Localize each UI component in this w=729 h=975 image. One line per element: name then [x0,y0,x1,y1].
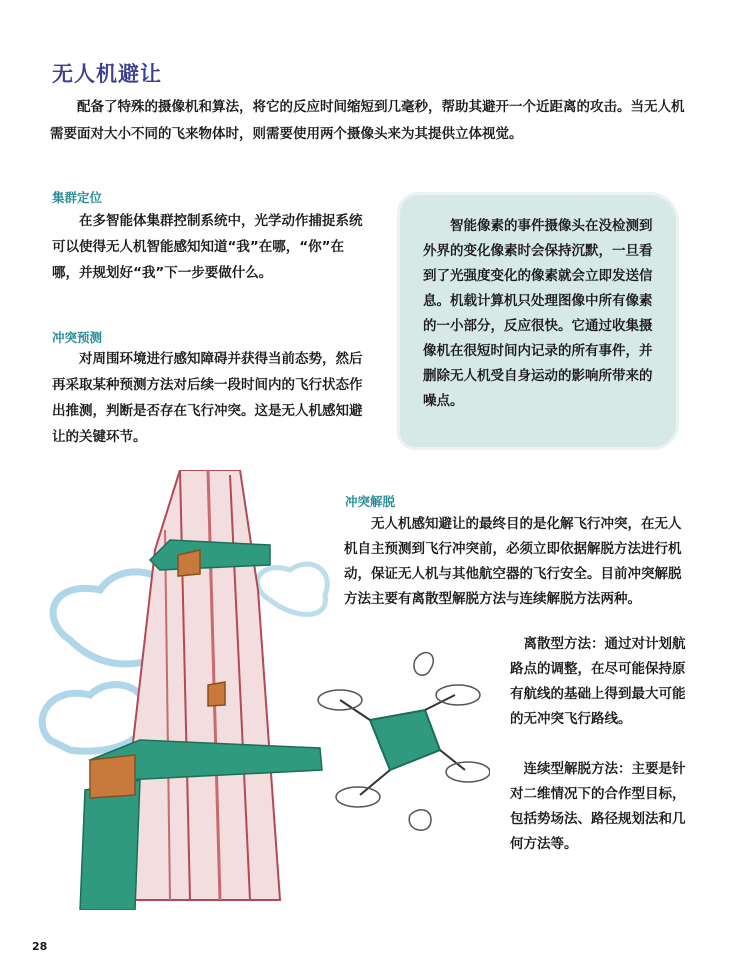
discrete-method-block [510,632,696,732]
swarm-positioning-text: 在多智能体集群控制系统中，光学动作捕捉系统可以使得无人机智能感知知道“我”在哪，“你”在哪，并规划好“我”下一步要做什么。 [52,213,363,281]
page-number: 28 [32,940,48,953]
intro-paragraph: 配备了特殊的摄像机和算法，将它的反应时间缩短到几毫秒，帮助其避开一个近距离的攻击。当无人机需要面对大小不同的飞来物体时，则需要使用两个摄像头来为其提供立体视觉。 [50,99,685,142]
callout-text: 智能像素的事件摄像头在没检测到外界的变化像素时会保持沉默，一旦看到了光强度变化的像素就会立即发送信息。机载计算机只处理图像中所有像素的一小部分，反应很快。它通过收集摄像机在很短时间内记录的所有事件，并删除无人机受自身运动的影响所带来的噪点。 [423,218,653,409]
heading-conflict-resolution: 冲突解脱 [345,494,396,509]
heading-conflict-prediction: 冲突预测 [52,330,103,345]
continuous-method-text: 主要是针对二维情况下的合作型目标，包括势场法、路径规划法和几何方法等。 [510,761,686,852]
conflict-resolution-text: 无人机感知避让的最终目的是化解飞行冲突，在无人机自主预测到飞行冲突前，必须立即依据解脱方法进行机动，保证无人机与其他航空器的飞行安全。目前冲突解脱方法主要有离散型解脱方法与连续解脱方法两种。 [344,516,682,607]
page-title: 无人机避让 [52,62,162,86]
discrete-method-text: 通过对计划航路点的调整，在尽可能保持原有航线的基础上得到最大可能的无冲突飞行路线。 [510,636,686,727]
discrete-method-label: 离散型方法： [523,636,605,652]
conflict-prediction-text: 对周围环境进行感知障碍并获得当前态势，然后再采取某种预测方法对后续一段时间内的飞行状态作出推测，判断是否存在飞行冲突。这是无人机感知避让的关键环节。 [52,351,363,445]
continuous-method-label: 连续型解脱方法： [523,761,632,777]
callout-box [397,192,679,450]
heading-swarm-positioning: 集群定位 [52,190,103,205]
continuous-method-block [510,757,696,857]
